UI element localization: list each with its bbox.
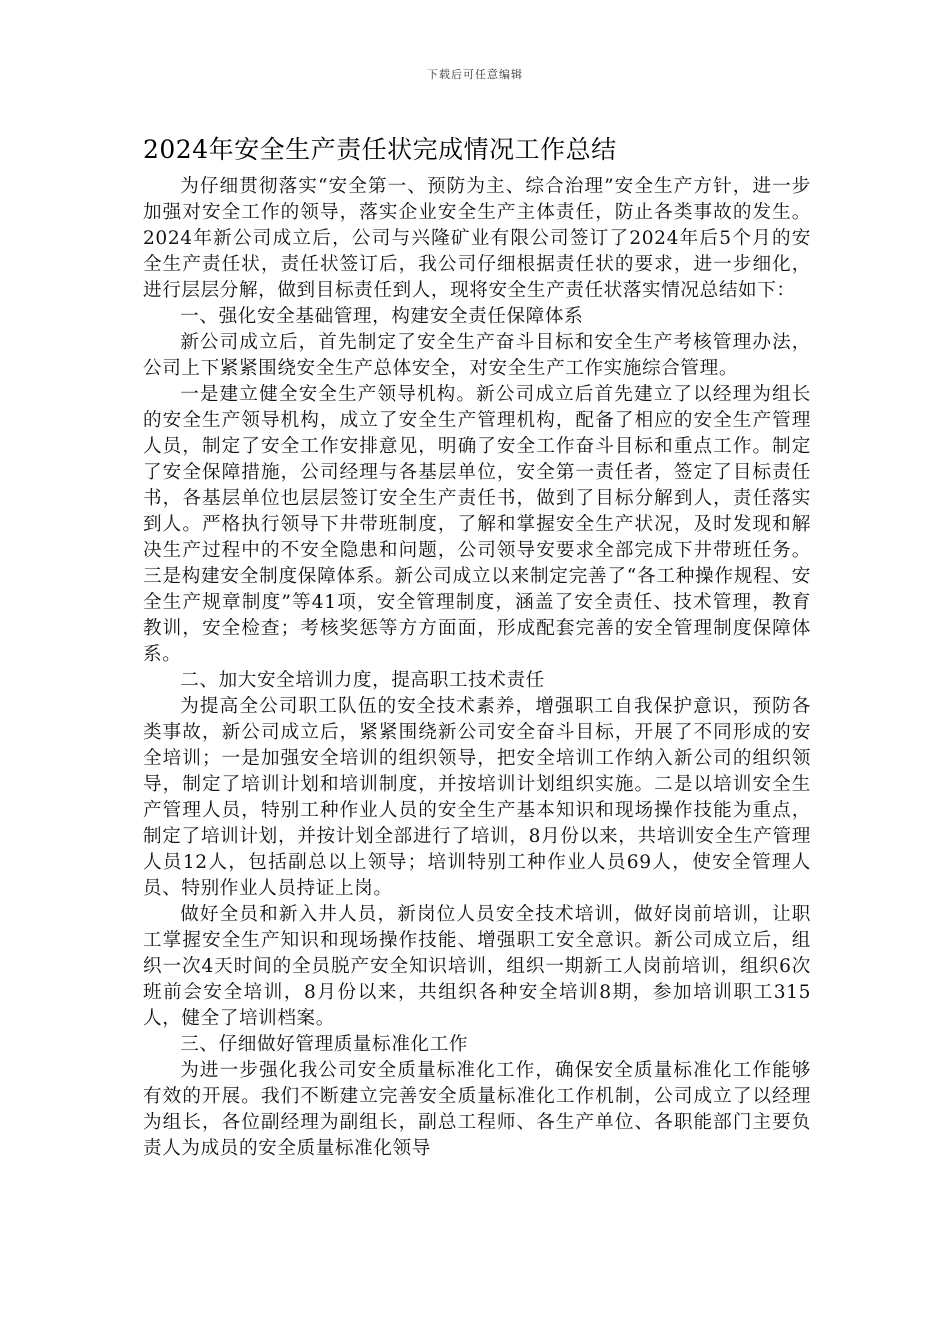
- page-title: 2024年安全生产责任状完成情况工作总结: [143, 135, 617, 164]
- paragraph: 一是建立健全安全生产领导机构。新公司成立后首先建立了以经理为组长的安全生产领导机构，成立了安全生产管理机构，配备了相应的安全生产管理人员，制定了安全工作安排意见，明确了安全工作奋斗目标和重点工作。制定了安全保障措施，公司经理与各基层单位，安全第一责任者，签定了目标责任书，各基层单位也层层签订安全生产责任书，做到了目标分解到人，责任落实到人。严格执行领导下井带班制度，了解和掌握安全生产状况，及时发现和解决生产过程中的不安全隐患和问题，公司领导安要求全部完成下井带班任务。三是构建安全制度保障体系。新公司成立以来制定完善了“各工种操作规程、安全生产规章制度”等41项，安全管理制度，涵盖了安全责任、技术管理，教育教训，安全检查；考核奖惩等方方面面，形成配套完善的安全管理制度保障体系。: [143, 384, 811, 665]
- section-heading-2: 二、加大安全培训力度，提高职工技术责任: [180, 670, 545, 691]
- paragraph-intro: 为仔细贯彻落实“安全第一、预防为主、综合治理”安全生产方针，进一步加强对安全工作的领导，落实企业安全生产主体责任，防止各类事故的发生。2024年新公司成立后，公司与兴隆矿业有限公司签订了2024年后5个月的安全生产责任状，责任状签订后，我公司仔细根据责任状的要求，进一步细化，进行层层分解，做到目标责任到人，现将安全生产责任状落实情况总结如下：: [143, 176, 811, 301]
- paragraph: 为进一步强化我公司安全质量标准化工作，确保安全质量标准化工作能够有效的开展。我们不断建立完善安全质量标准化工作机制，公司成立了以经理为组长，各位副经理为副组长，副总工程师、各生产单位、各职能部门主要负责人为成员的安全质量标准化领导: [143, 1060, 811, 1159]
- document-body: [143, 174, 811, 1162]
- section-heading-3: 三、仔细做好管理质量标准化工作: [180, 1034, 469, 1055]
- paragraph: 新公司成立后，首先制定了安全生产奋斗目标和安全生产考核管理办法，公司上下紧紧围绕安全生产总体安全，对安全生产工作实施综合管理。: [143, 332, 811, 379]
- section-heading-1: 一、强化安全基础管理，构建安全责任保障体系: [180, 306, 584, 327]
- header-note: 下载后可任意编辑: [427, 68, 523, 81]
- paragraph: 做好全员和新入井人员，新岗位人员安全技术培训，做好岗前培训，让职工掌握安全生产知识和现场操作技能、增强职工安全意识。新公司成立后，组织一次4天时间的全员脱产安全知识培训，组织一期新工人岗前培训，组织6次班前会安全培训，8月份以来，共组织各种安全培训8期，参加培训职工315人，健全了培训档案。: [143, 904, 811, 1029]
- paragraph: 为提高全公司职工队伍的安全技术素养，增强职工自我保护意识，预防各类事故，新公司成立后，紧紧围绕新公司安全奋斗目标，开展了不同形成的安全培训；一是加强安全培训的组织领导，把安全培训工作纳入新公司的组织领导，制定了培训计划和培训制度，并按培训计划组织实施。二是以培训安全生产管理人员，特别工种作业人员的安全生产基本知识和现场操作技能为重点，制定了培训计划，并按计划全部进行了培训，8月份以来，共培训安全生产管理人员12人，包括副总以上领导；培训特别工种作业人员69人，使安全管理人员、特别作业人员持证上岗。: [143, 696, 811, 899]
